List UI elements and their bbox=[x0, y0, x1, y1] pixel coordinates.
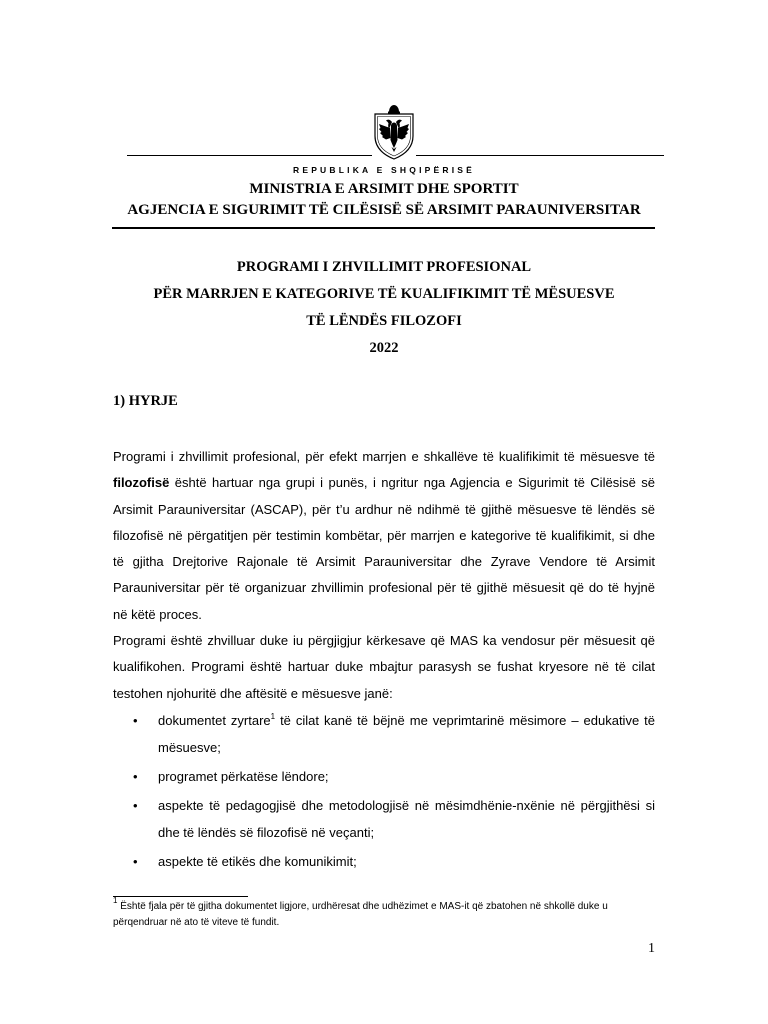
footnote-reference: 1 bbox=[270, 711, 276, 721]
list-item-text: programet përkatëse lëndore; bbox=[158, 768, 329, 784]
footnote-mark: 1 bbox=[113, 896, 118, 905]
list-item-text: aspekte të pedagogjisë dhe metodologjisë në mësimdhënie-nxënie në përgjithësi si dhe të lëndës së filozofisë në veçanti; bbox=[158, 797, 655, 840]
header-rule-right bbox=[416, 155, 664, 156]
ministry-name: MINISTRIA E ARSIMIT DHE SPORTIT bbox=[249, 181, 519, 197]
footnote-text: Është fjala për të gjitha dokumentet ligjore, urdhëresat dhe udhëzimet e MAS-it që zbatohen në shkollë duke u përqendruar në ato të viteve të fundit. bbox=[113, 901, 608, 928]
list-item bbox=[113, 792, 655, 846]
bullet-icon: • bbox=[133, 768, 138, 784]
list-item bbox=[113, 763, 655, 790]
list-item-text: të cilat kanë të bëjnë me veprimtarinë mësimore – edukative të mësuesve; bbox=[158, 712, 655, 755]
footnote bbox=[113, 896, 658, 931]
document-year: 2022 bbox=[369, 340, 399, 356]
bullet-icon: • bbox=[133, 853, 138, 869]
paragraph-text: Programi i zhvillimit profesional, për efekt marrjen e shkallëve të kualifikimit të mësuesve të bbox=[113, 449, 655, 464]
albanian-coat-of-arms-icon bbox=[371, 104, 417, 160]
list-item-text: aspekte të etikës dhe komunikimit; bbox=[158, 853, 357, 869]
document-body bbox=[113, 444, 655, 875]
document-title-line1: PROGRAMI I ZHVILLIMIT PROFESIONAL bbox=[236, 259, 532, 275]
intro-paragraph bbox=[113, 444, 655, 628]
second-paragraph: Programi është zhvilluar duke iu përgjigjur kërkesave që MAS ka vendosur për mësuesit që kualifikohen. Programi është hartuar duke mbajtur parasysh se fushat kryesore në të cilat testohen njohuritë dhe aftësitë e mësuesve janë: bbox=[113, 633, 655, 701]
list-item bbox=[113, 848, 655, 875]
list-item bbox=[113, 707, 655, 761]
agency-name: AGJENCIA E SIGURIMIT TË CILËSISË SË ARSIMIT PARAUNIVERSITAR bbox=[127, 202, 641, 218]
header-divider bbox=[112, 227, 655, 229]
bullet-icon: • bbox=[133, 797, 138, 813]
section-heading: 1) HYRJE bbox=[113, 393, 178, 409]
paragraph-text: është hartuar nga grupi i punës, i ngritur nga Agjencia e Sigurimit të Cilësisë së Arsimit Parauniversitar (ASCAP), për t’u ardhur në ndihmë të gjithë mësuesve të lëndës së filozofisë në përgatitjen për testimin kombëtar, për marrjen e kategorive të kualifikimit, si dhe të gjitha Drejtorive Rajonale të Arsimit Parauniversitar dhe Zyrave Vendore të Arsimit Parauniversitar për të organizuar zhvillimin profesional për të gjithë mësuesit që do të hyjnë në këtë proces. bbox=[113, 475, 655, 622]
topic-list bbox=[113, 707, 655, 875]
bold-term: filozofisë bbox=[113, 475, 170, 491]
republic-name: REPUBLIKA E SHQIPËRISË bbox=[292, 165, 476, 175]
list-item-text: dokumentet zyrtare bbox=[158, 712, 271, 728]
footnote-separator bbox=[113, 896, 248, 897]
document-title-line2: PËR MARRJEN E KATEGORIVE TË KUALIFIKIMIT TË MËSUESVE bbox=[153, 286, 615, 302]
bullet-icon: • bbox=[133, 712, 138, 728]
page-number: 1 bbox=[648, 941, 655, 956]
header-rule-left bbox=[127, 155, 372, 156]
document-title-line3: TË LËNDËS FILOZOFI bbox=[306, 313, 462, 329]
